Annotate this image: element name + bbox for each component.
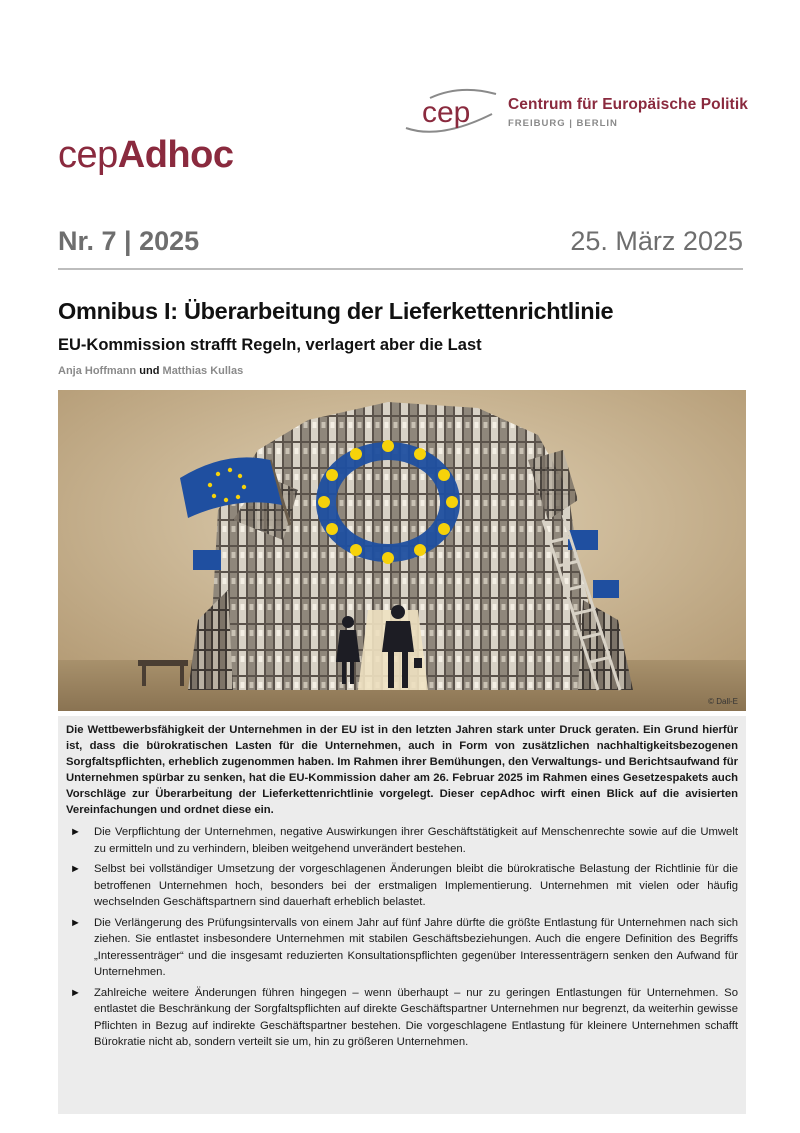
publication-brand — [58, 134, 234, 177]
list-item — [66, 824, 738, 857]
summary-box — [58, 716, 746, 1114]
org-name: Centrum für Europäische Politik — [508, 96, 748, 113]
eu-bureaucracy-illustration-icon — [58, 390, 746, 711]
header-divider — [58, 268, 743, 270]
summary-intro: Die Wettbewerbsfähigkeit der Unternehmen in der EU ist in den letzten Jahren stark unter Druck geraten. Ein Grund hierfür ist, dass die bürokratischen Lasten für die Unternehmen, auch in Form von zusätzlichen nachhaltigkeitsbezogenen Sorgfaltspflichten, erheblich zugenommen haben. Im Rahmen ihrer Bemühungen, den Verwaltungs- und Berichtsaufwand für Unternehmen spürbar zu senken, hat die EU-Kommission daher am 26. Februar 2025 im Rahmen eines Gesetzespakets auch Vorschläge zur Überarbeitung der Lieferkettenrichtlinie vorgelegt. Dieser cepAdhoc wirft einen Blick auf die avisierten Vereinfachungen und ordnet diese ein. — [66, 724, 738, 816]
list-item — [66, 915, 738, 981]
article-authors — [58, 365, 243, 377]
issue-date: 25. März 2025 — [570, 226, 743, 256]
org-locations: FREIBURG | BERLIN — [508, 118, 618, 129]
bullet-text: Die Verpflichtung der Unternehmen, negative Auswirkungen ihrer Geschäftstätigkeit auf Menschenrechte sowie auf die Umwelt zu ermitteln und zu verhindern, bleiben weitgehend unverändert bestehen. — [94, 826, 738, 855]
list-item — [66, 985, 738, 1051]
logo-cep-text: cep — [422, 96, 471, 129]
bullet-text: Zahlreiche weitere Änderungen führen hingegen – wenn überhaupt – nur zu geringen Entlastungen für Unternehmen. So entlastet die Beschränkung der Sorgfaltspflichten auf direkte Geschäftspartner Unternehmen nur begrenzt, da weiterhin gewisse Pflichten in Bezug auf indirekte Geschäftspartner bestehen. Die vorgeschlagene Entlastung für kleinere Unternehmen schafft Bürokratie nicht ab, sondern verteilt sie um, hin zu größeren Unternehmen. — [94, 986, 738, 1048]
bullet-arrow-icon: ► — [70, 863, 81, 875]
hero-image — [58, 390, 746, 711]
article-title: Omnibus I: Überarbeitung der Lieferkettenrichtlinie — [58, 298, 614, 324]
bullet-arrow-icon: ► — [70, 986, 81, 999]
bullet-text: Die Verlängerung des Prüfungsintervalls von einem Jahr auf fünf Jahre dürfte die größte Entlastung für Unternehmen nach sich ziehen. Sie entlastet insbesondere Unternehmen mit stabilen Geschäftsbeziehungen. Auch die engere Definition des Begriffs „Interessenträger“ und die insgesamt reduzierten Konsultationspflichten gegenüber Interessenträgern senken den Aufwand für Unternehmen. — [94, 916, 738, 978]
article-subtitle: EU-Kommission strafft Regeln, verlagert aber die Last — [58, 336, 482, 354]
author-1: Anja Hoffmann — [58, 365, 137, 377]
issue-number: Nr. 7 | 2025 — [58, 226, 200, 256]
image-credit: © Dall-E — [708, 697, 738, 706]
author-2: Matthias Kullas — [162, 365, 244, 377]
list-item — [66, 861, 738, 911]
brand-light: cep — [58, 134, 118, 176]
bullet-arrow-icon: ► — [70, 916, 81, 929]
cep-logo — [400, 84, 760, 140]
bullet-arrow-icon: ► — [70, 826, 81, 838]
bullet-text: Selbst bei vollständiger Umsetzung der vorgeschlagenen Änderungen bleibt die bürokratische Belastung der Richtlinie für die betroffenen Unternehmen hoch, besonders bei der erstmaligen Implementierung. Unternehmen mit vielen oder häufig wechselnden Geschäftspartnern sind dauerhaft erheblich belastet. — [94, 863, 738, 908]
cep-logo-mark-icon — [400, 84, 510, 140]
author-join: und — [139, 365, 160, 377]
key-findings-list — [66, 824, 738, 1051]
brand-bold: Adhoc — [117, 134, 234, 176]
